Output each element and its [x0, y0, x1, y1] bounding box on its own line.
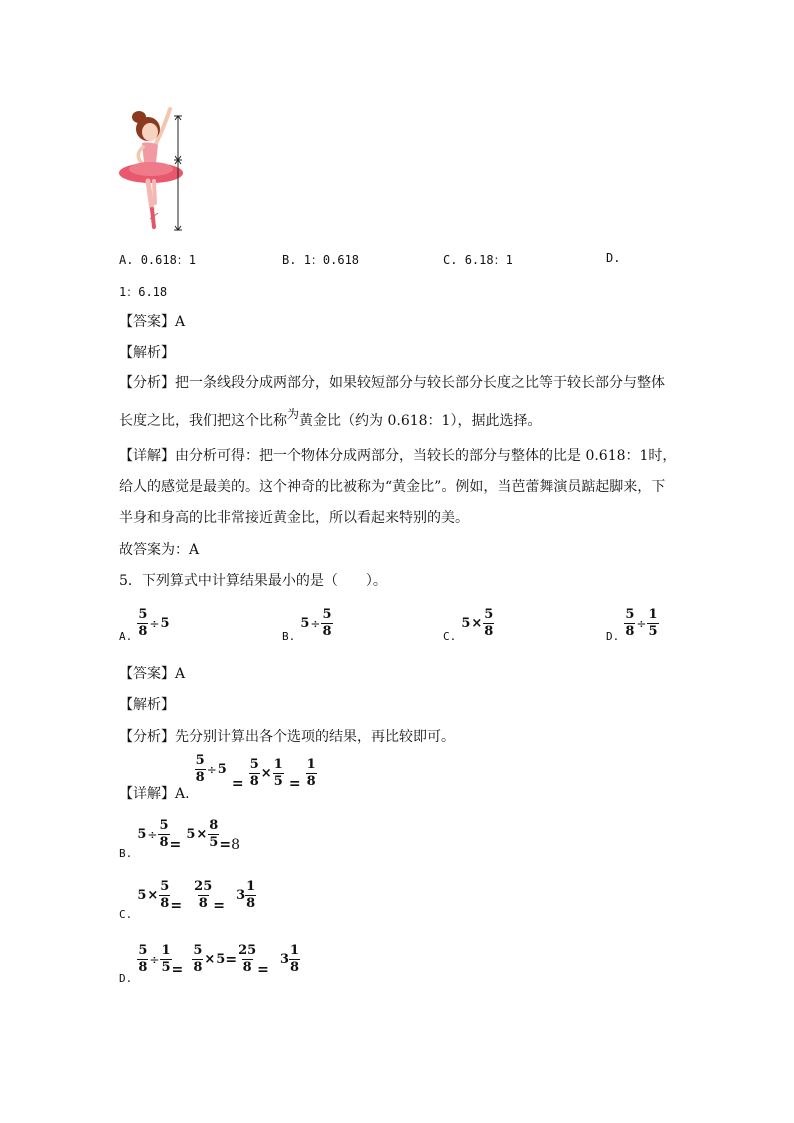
option-letter: A.: [119, 630, 133, 643]
number: 5: [186, 827, 196, 842]
equals-sign: =: [219, 837, 232, 853]
q5-detail-c: [119, 879, 256, 928]
analysis-superscript: 为: [287, 407, 300, 421]
option-text: 0.618：1: [140, 253, 197, 267]
equals-sign: =: [213, 898, 225, 914]
equals-sign: =: [225, 952, 238, 968]
number: 5: [461, 616, 471, 631]
analysis-label: 【解析】: [119, 345, 175, 361]
operator: ÷: [206, 762, 217, 777]
fraction: $\frac{8}{5}$: [209, 818, 219, 850]
option-letter: A.: [119, 253, 134, 267]
q5-analysis-label: 【解析】: [119, 697, 175, 713]
number: 3: [279, 952, 290, 967]
fraction: $\frac{5}{8}$: [195, 753, 205, 785]
operator: ×: [196, 827, 208, 842]
operator: ×: [204, 952, 216, 967]
equals-sign: =: [170, 898, 183, 914]
analysis-line-1: 【分析】把一条线段分成两部分，如果较短部分与较长部分长度之比等于较长部分与整体: [119, 375, 665, 391]
option-letter: C.: [443, 630, 457, 643]
detail-label: 【详解】A.: [119, 786, 190, 802]
equals-sign: =: [288, 776, 301, 792]
option-letter: C.: [119, 908, 133, 921]
number: 5: [160, 616, 170, 631]
equals-sign: =: [169, 837, 182, 853]
number: 5: [137, 888, 147, 903]
analysis-line-2: [119, 407, 542, 431]
q5-detail-a: [119, 753, 317, 806]
final-answer: 故答案为：A: [119, 542, 200, 558]
number: 3: [236, 888, 246, 903]
operator: ÷: [149, 952, 160, 967]
number: 5: [137, 827, 147, 842]
fraction: $\frac{5}{8}$: [484, 607, 494, 639]
number: 5: [300, 616, 310, 631]
option-d-text: 1：6.18: [119, 285, 168, 299]
operator: ×: [147, 888, 159, 903]
fraction: $\frac{5}{8}$: [193, 943, 203, 975]
q5-answer-label: 【答案】A: [119, 666, 186, 682]
operator: ÷: [310, 616, 321, 631]
operator: ÷: [149, 616, 160, 631]
number: 5: [217, 762, 227, 777]
fraction: $\frac{1}{5}$: [648, 607, 658, 639]
number: 5: [216, 952, 226, 967]
fraction: $\frac{1}{5}$: [161, 943, 171, 975]
equals-sign: =: [171, 962, 184, 978]
q5-option-a: [119, 608, 170, 648]
option-letter: B.: [282, 630, 296, 643]
detail-line-3: 半身和身高的比非常接近黄金比，所以看起来特别的美。: [119, 510, 469, 526]
fraction: $\frac{5}{8}$: [249, 757, 259, 789]
option-letter: D.: [606, 630, 620, 643]
option-text: 1：0.618: [303, 253, 360, 267]
operator: ×: [260, 766, 272, 781]
q5-detail-b: [119, 818, 240, 867]
fraction: $\frac{1}{8}$: [246, 879, 256, 911]
q5-detail-d: [119, 943, 300, 992]
option-letter: C.: [443, 253, 458, 267]
q5-option-d: [606, 608, 659, 648]
fraction: $\frac{25}{8}$: [194, 879, 213, 911]
question-5: 5．下列算式中计算结果最小的是（ ）。: [119, 573, 387, 589]
operator: ÷: [636, 616, 647, 631]
q5-option-c: [443, 608, 494, 648]
result-value: 8: [231, 837, 240, 853]
equals-sign: =: [231, 776, 244, 792]
fraction: $\frac{1}{5}$: [273, 757, 283, 789]
detail-line-2: 给人的感觉是最美的。这个神奇的比被称为“黄金比”。例如，当芭蕾舞演员踮起脚来，下: [119, 479, 666, 495]
operator: ÷: [147, 827, 158, 842]
fraction: $\frac{5}{8}$: [138, 607, 148, 639]
analysis-text: 长度之比，我们把这个比称: [119, 413, 287, 429]
option-b: [282, 251, 359, 268]
fraction: $\frac{5}{8}$: [625, 607, 635, 639]
detail-line-1: 【详解】由分析可得：把一个物体分成两部分，当较长的部分与整体的比是 0.618：1时，: [119, 448, 677, 464]
option-d-letter: D.: [606, 251, 621, 265]
option-letter: B.: [119, 847, 133, 860]
fraction: $\frac{5}{8}$: [159, 818, 169, 850]
analysis-text: 黄金比（约为 0.618：1），据此选择。: [299, 413, 542, 429]
option-text: 6.18：1: [464, 253, 513, 267]
q5-option-b: [282, 608, 333, 648]
option-letter: B.: [282, 253, 297, 267]
option-letter: D.: [119, 972, 133, 985]
equals-sign: =: [257, 962, 269, 978]
option-a: [119, 251, 196, 268]
fraction: $\frac{1}{8}$: [290, 943, 300, 975]
fraction: $\frac{1}{8}$: [306, 757, 316, 789]
answer-label: 【答案】A: [119, 314, 186, 330]
operator: ×: [471, 616, 483, 631]
fraction: $\frac{5}{8}$: [138, 943, 148, 975]
fraction: $\frac{5}{8}$: [322, 607, 332, 639]
fraction: $\frac{25}{8}$: [238, 943, 257, 975]
ballerina-illustration: [112, 103, 192, 235]
fraction: $\frac{5}{8}$: [160, 879, 170, 911]
option-c: [443, 251, 513, 268]
q5-analysis-text: 【分析】先分别计算出各个选项的结果，再比较即可。: [119, 729, 455, 745]
